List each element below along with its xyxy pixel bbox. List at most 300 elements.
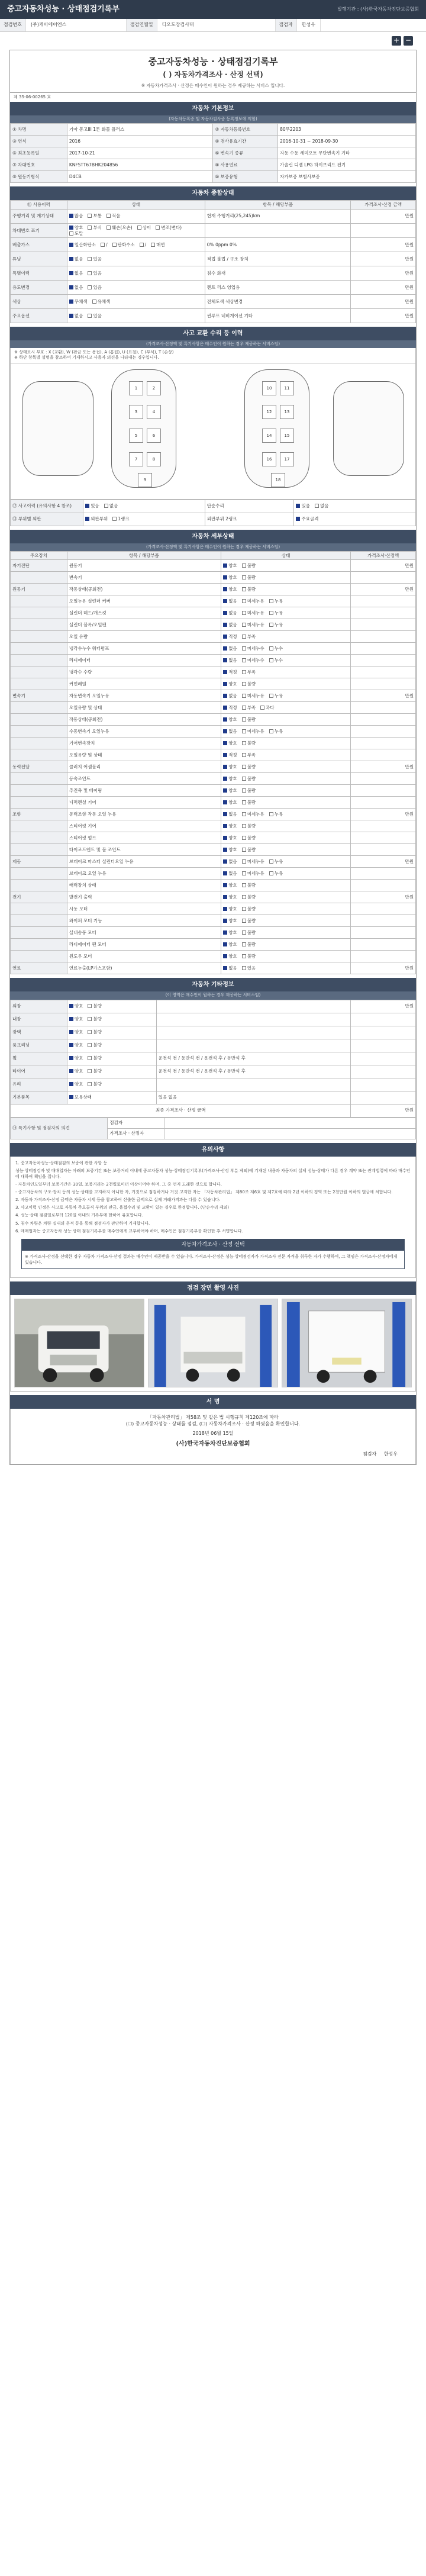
part-cell[interactable]: 15 <box>280 429 294 443</box>
accident-option[interactable] <box>104 503 118 509</box>
checkbox-icon[interactable] <box>223 635 227 639</box>
status-option[interactable] <box>223 800 237 806</box>
status-option[interactable] <box>223 906 237 912</box>
checkbox-icon[interactable] <box>242 777 246 781</box>
accident-option[interactable] <box>85 503 99 509</box>
status-option[interactable] <box>88 256 102 262</box>
status-option[interactable] <box>69 1042 83 1048</box>
status-option[interactable] <box>69 1068 83 1074</box>
status-option[interactable] <box>242 669 256 675</box>
part-label: 원동기 <box>67 560 221 572</box>
zoom-controls <box>0 32 426 50</box>
status-cell <box>67 1026 156 1039</box>
checkbox-icon[interactable] <box>137 226 141 230</box>
checkbox-icon[interactable] <box>260 706 264 710</box>
status-option[interactable] <box>112 242 135 248</box>
checkbox-icon[interactable] <box>223 729 227 733</box>
checkbox-icon[interactable] <box>242 871 246 875</box>
status-option[interactable] <box>69 299 88 305</box>
status-cell <box>221 773 351 785</box>
checkbox-icon[interactable] <box>242 729 246 733</box>
status-option[interactable] <box>69 271 83 276</box>
checkbox-icon[interactable] <box>101 243 105 247</box>
zoom-in-icon[interactable]: + <box>392 36 401 46</box>
checkbox-icon[interactable] <box>223 800 227 804</box>
status-option[interactable] <box>223 658 237 664</box>
status-cell <box>221 761 351 773</box>
checkbox-icon[interactable] <box>242 599 246 603</box>
status-option[interactable] <box>242 847 256 853</box>
status-option[interactable] <box>223 646 237 652</box>
status-option[interactable] <box>69 256 83 262</box>
checkbox-icon[interactable] <box>88 1043 92 1047</box>
checkbox-icon[interactable] <box>242 623 246 627</box>
other-label: 광택 <box>11 1026 67 1039</box>
status-option[interactable] <box>69 225 83 231</box>
checkbox-icon[interactable] <box>242 635 246 639</box>
status-option[interactable] <box>242 634 256 640</box>
part-cell[interactable]: 17 <box>280 452 294 466</box>
status-option[interactable] <box>223 634 237 640</box>
checkbox-icon[interactable] <box>242 788 246 793</box>
status-option[interactable] <box>88 285 102 291</box>
status-option[interactable] <box>269 729 283 735</box>
accident-option[interactable] <box>296 516 318 522</box>
status-option[interactable] <box>242 693 264 699</box>
checkbox-icon[interactable] <box>242 836 246 840</box>
checkbox-icon[interactable] <box>106 214 111 218</box>
checkbox-icon[interactable] <box>69 300 73 304</box>
checkbox-icon[interactable] <box>296 517 300 521</box>
status-option[interactable] <box>242 729 264 735</box>
checkbox-icon[interactable] <box>69 214 73 218</box>
status-option[interactable] <box>88 1029 102 1035</box>
checkbox-icon[interactable] <box>315 504 319 508</box>
status-option[interactable] <box>156 225 182 231</box>
status-option[interactable] <box>242 598 264 604</box>
checkbox-icon[interactable] <box>242 587 246 591</box>
checkbox-icon[interactable] <box>269 694 273 698</box>
checkbox-icon[interactable] <box>223 942 227 946</box>
checkbox-icon[interactable] <box>242 942 246 946</box>
checkbox-icon[interactable] <box>69 1069 73 1073</box>
device-label: 연료 <box>11 962 67 974</box>
checkbox-icon[interactable] <box>242 954 246 958</box>
checkbox-icon[interactable] <box>106 226 111 230</box>
status-option[interactable] <box>242 823 256 829</box>
checkbox-icon[interactable] <box>223 848 227 852</box>
status-option[interactable] <box>269 693 283 699</box>
status-cell <box>221 584 351 595</box>
status-option[interactable] <box>69 1055 83 1061</box>
checkbox-icon[interactable] <box>92 300 96 304</box>
status-option[interactable] <box>106 225 133 231</box>
part-cell[interactable]: 14 <box>262 429 276 443</box>
status-option[interactable] <box>242 954 256 959</box>
checkbox-icon[interactable] <box>69 1082 73 1086</box>
status-option[interactable] <box>223 883 237 888</box>
checkbox-icon[interactable] <box>269 871 273 875</box>
checkbox-icon[interactable] <box>223 954 227 958</box>
checkbox-icon[interactable] <box>223 919 227 923</box>
checkbox-icon[interactable] <box>223 777 227 781</box>
status-option[interactable] <box>269 871 283 877</box>
part-cell[interactable]: 5 <box>129 429 143 443</box>
status-option[interactable] <box>88 313 102 319</box>
checkbox-icon[interactable] <box>242 564 246 568</box>
part-cell[interactable]: 4 <box>147 405 161 419</box>
status-option[interactable] <box>69 213 83 219</box>
option-label: 양호 <box>228 788 237 794</box>
checkbox-icon[interactable] <box>242 824 246 828</box>
checkbox-icon[interactable] <box>223 871 227 875</box>
status-option[interactable] <box>242 658 264 664</box>
checkbox-icon[interactable] <box>223 824 227 828</box>
checkbox-icon[interactable] <box>242 765 246 769</box>
option-label: 양호 <box>228 587 237 593</box>
checkbox-icon[interactable] <box>223 623 227 627</box>
status-option[interactable] <box>242 835 256 841</box>
status-option[interactable] <box>223 776 237 782</box>
status-option[interactable] <box>88 213 102 219</box>
status-option[interactable] <box>223 942 237 948</box>
checkbox-icon[interactable] <box>242 611 246 615</box>
status-option[interactable] <box>69 1016 83 1022</box>
checkbox-icon[interactable] <box>242 848 246 852</box>
accident-option[interactable] <box>296 503 310 509</box>
status-option[interactable] <box>69 1003 83 1009</box>
device-label <box>11 726 67 738</box>
status-option[interactable] <box>88 225 102 231</box>
status-option[interactable] <box>92 299 111 305</box>
status-option[interactable] <box>223 693 237 699</box>
checkbox-icon[interactable] <box>269 623 273 627</box>
checkbox-icon[interactable] <box>69 1004 73 1008</box>
checkbox-icon[interactable] <box>88 214 92 218</box>
checkbox-icon[interactable] <box>296 504 300 508</box>
checkbox-icon[interactable] <box>156 226 160 230</box>
status-option[interactable] <box>269 622 283 628</box>
checkbox-icon[interactable] <box>242 919 246 923</box>
checkbox-icon[interactable] <box>69 257 73 261</box>
status-option[interactable] <box>242 894 256 900</box>
status-option[interactable] <box>223 717 237 723</box>
checkbox-icon[interactable] <box>223 883 227 887</box>
status-option[interactable] <box>223 622 237 628</box>
checkbox-icon[interactable] <box>223 753 227 757</box>
status-option[interactable] <box>223 788 237 794</box>
checkbox-icon[interactable] <box>104 504 108 508</box>
checkbox-icon[interactable] <box>242 859 246 864</box>
checkbox-icon[interactable] <box>69 285 73 289</box>
status-option[interactable] <box>242 859 264 865</box>
status-option[interactable] <box>242 681 256 687</box>
checkbox-icon[interactable] <box>242 682 246 686</box>
part-cell[interactable]: 16 <box>262 452 276 466</box>
checkbox-icon[interactable] <box>242 895 246 899</box>
status-option[interactable] <box>269 610 283 616</box>
checkbox-icon[interactable] <box>269 859 273 864</box>
checkbox-icon[interactable] <box>223 765 227 769</box>
status-option[interactable] <box>223 752 237 758</box>
checkbox-icon[interactable] <box>223 575 227 579</box>
checkbox-icon[interactable] <box>88 257 92 261</box>
status-option[interactable] <box>101 242 108 248</box>
checkbox-icon[interactable] <box>69 1056 73 1060</box>
accident-option[interactable] <box>112 516 129 522</box>
status-option[interactable] <box>223 705 237 711</box>
checkbox-icon[interactable] <box>223 587 227 591</box>
status-option[interactable] <box>242 587 256 593</box>
checkbox-icon[interactable] <box>242 741 246 745</box>
checkbox-icon[interactable] <box>88 1056 92 1060</box>
checkbox-icon[interactable] <box>88 1030 92 1034</box>
sign-line-2: (☐) 중고자동차성능 · 상태를 점검, (☐) 자동차가격조사 · 산정 하였음을 확인합니다. <box>125 1421 301 1427</box>
part-cell[interactable]: 12 <box>262 405 276 419</box>
status-option[interactable] <box>223 812 237 817</box>
status-option[interactable] <box>223 871 237 877</box>
checkbox-icon[interactable] <box>269 646 273 651</box>
status-option[interactable] <box>269 812 283 817</box>
status-option[interactable] <box>223 587 237 593</box>
checkbox-icon[interactable] <box>140 243 144 247</box>
part-label: 동력조향 작동 오일 누유 <box>67 809 221 820</box>
special-notes-input-1[interactable] <box>164 1118 416 1128</box>
checkbox-icon[interactable] <box>269 729 273 733</box>
option-label: 없음 <box>74 284 83 290</box>
status-option[interactable] <box>242 764 256 770</box>
status-option[interactable] <box>223 894 237 900</box>
checkbox-icon[interactable] <box>223 646 227 651</box>
checkbox-icon[interactable] <box>69 226 73 230</box>
status-option[interactable] <box>223 764 237 770</box>
accident-option[interactable] <box>315 503 329 509</box>
checkbox-icon[interactable] <box>88 1004 92 1008</box>
part-cell[interactable]: 10 <box>262 381 276 395</box>
status-option[interactable] <box>242 965 256 971</box>
part-cell[interactable]: 13 <box>280 405 294 419</box>
status-option[interactable] <box>269 658 283 664</box>
status-option[interactable] <box>242 812 264 817</box>
status-option[interactable] <box>242 717 256 723</box>
status-option[interactable] <box>242 906 256 912</box>
status-option[interactable] <box>269 859 283 865</box>
status-option[interactable] <box>88 1042 102 1048</box>
checkbox-icon[interactable] <box>242 670 246 674</box>
status-option[interactable] <box>260 705 275 711</box>
checkbox-icon[interactable] <box>69 1095 73 1099</box>
status-option[interactable] <box>69 285 83 291</box>
checkbox-icon[interactable] <box>223 859 227 864</box>
status-option[interactable] <box>223 575 237 581</box>
checkbox-icon[interactable] <box>242 694 246 698</box>
status-option[interactable] <box>223 729 237 735</box>
status-option[interactable] <box>88 1016 102 1022</box>
status-option[interactable] <box>223 954 237 959</box>
status-option[interactable] <box>140 242 147 248</box>
status-option[interactable] <box>223 918 237 924</box>
status-option[interactable] <box>242 646 264 652</box>
checkbox-icon[interactable] <box>112 243 117 247</box>
checkbox-icon[interactable] <box>242 706 246 710</box>
option-label: 미세누수 <box>247 646 264 652</box>
checkbox-icon[interactable] <box>85 504 89 508</box>
checkbox-icon[interactable] <box>223 907 227 911</box>
checkbox-icon[interactable] <box>223 670 227 674</box>
checkbox-icon[interactable] <box>269 812 273 816</box>
checkbox-icon[interactable] <box>223 564 227 568</box>
status-option[interactable] <box>223 847 237 853</box>
notes-box <box>10 1157 416 1279</box>
status-option[interactable] <box>242 622 264 628</box>
checkbox-icon[interactable] <box>85 517 89 521</box>
checkbox-icon[interactable] <box>112 517 117 521</box>
status-option[interactable] <box>88 1055 102 1061</box>
part-cell[interactable]: 2 <box>147 381 161 395</box>
status-option[interactable] <box>69 1081 83 1087</box>
checkbox-icon[interactable] <box>242 575 246 579</box>
zoom-out-icon[interactable]: − <box>404 36 413 46</box>
checkbox-icon[interactable] <box>223 930 227 935</box>
status-option[interactable] <box>223 930 237 936</box>
option-label: 불량 <box>247 717 256 723</box>
status-option[interactable] <box>242 705 256 711</box>
checkbox-icon[interactable] <box>242 966 246 970</box>
status-option[interactable] <box>69 1029 83 1035</box>
status-option[interactable] <box>269 646 283 652</box>
status-option[interactable] <box>223 965 237 971</box>
part-cell[interactable]: 1 <box>129 381 143 395</box>
checkbox-icon[interactable] <box>242 646 246 651</box>
status-option[interactable] <box>106 213 121 219</box>
device-label: 제동 <box>11 856 67 868</box>
part-label: 라디에이터 <box>67 655 221 666</box>
row-label: 튜닝 <box>11 252 67 266</box>
part-cell[interactable]: 8 <box>147 452 161 466</box>
part-cell[interactable]: 6 <box>147 429 161 443</box>
checkbox-icon[interactable] <box>242 658 246 662</box>
status-option[interactable] <box>69 313 83 319</box>
checkbox-icon[interactable] <box>223 658 227 662</box>
checkbox-icon[interactable] <box>269 611 273 615</box>
status-option[interactable] <box>223 610 237 616</box>
checkbox-icon[interactable] <box>223 706 227 710</box>
checkbox-icon[interactable] <box>223 694 227 698</box>
status-option[interactable] <box>223 598 237 604</box>
checkbox-icon[interactable] <box>242 717 246 722</box>
checkbox-icon[interactable] <box>69 271 73 275</box>
checkbox-icon[interactable] <box>223 895 227 899</box>
part-cell[interactable]: 9 <box>138 473 152 487</box>
accident-option[interactable] <box>85 516 108 522</box>
checkbox-icon[interactable] <box>242 907 246 911</box>
status-option[interactable] <box>223 859 237 865</box>
status-option[interactable] <box>242 752 256 758</box>
status-option[interactable] <box>242 740 256 746</box>
status-option[interactable] <box>223 835 237 841</box>
checkbox-icon[interactable] <box>69 231 73 236</box>
status-option[interactable] <box>223 563 237 569</box>
status-option[interactable] <box>69 242 96 248</box>
checkbox-icon[interactable] <box>223 966 227 970</box>
status-option[interactable] <box>151 242 165 248</box>
part-cell[interactable]: 3 <box>129 405 143 419</box>
accident-subtitle: (가격조사·산정액 및 특기사항은 매수인이 원하는 경우 제공하는 서비스임) <box>10 340 416 348</box>
status-option[interactable] <box>242 563 256 569</box>
checkbox-icon[interactable] <box>242 812 246 816</box>
legend-line-2: ※ 하단 항목별 설명을 참조하여 기재하시고 사용자 의견을 나타내는 경우입니다. <box>14 355 159 360</box>
checkbox-icon[interactable] <box>242 800 246 804</box>
status-option[interactable] <box>242 575 256 581</box>
checkbox-icon[interactable] <box>223 812 227 816</box>
status-option[interactable] <box>88 1068 102 1074</box>
checkbox-icon[interactable] <box>88 1069 92 1073</box>
part-cell[interactable]: 18 <box>271 473 285 487</box>
status-option[interactable] <box>137 225 151 231</box>
status-option[interactable] <box>69 1094 92 1100</box>
status-option[interactable] <box>269 598 283 604</box>
checkbox-icon[interactable] <box>69 314 73 318</box>
checkbox-icon[interactable] <box>242 930 246 935</box>
status-option[interactable] <box>242 918 256 924</box>
part-cell[interactable]: 7 <box>129 452 143 466</box>
checkbox-icon[interactable] <box>69 1043 73 1047</box>
checkbox-icon[interactable] <box>223 611 227 615</box>
status-option[interactable] <box>223 740 237 746</box>
checkbox-icon[interactable] <box>88 271 92 275</box>
status-option[interactable] <box>242 610 264 616</box>
checkbox-icon[interactable] <box>88 1017 92 1021</box>
special-notes-input-2[interactable] <box>164 1128 416 1139</box>
checkbox-icon[interactable] <box>223 682 227 686</box>
status-option[interactable] <box>223 669 237 675</box>
status-option[interactable] <box>223 823 237 829</box>
option-label: 불량 <box>247 906 256 912</box>
status-option[interactable] <box>242 788 256 794</box>
status-option[interactable] <box>242 800 256 806</box>
checkbox-icon[interactable] <box>269 658 273 662</box>
checkbox-icon[interactable] <box>223 599 227 603</box>
checkbox-icon[interactable] <box>223 836 227 840</box>
checkbox-icon[interactable] <box>69 1017 73 1021</box>
checkbox-icon[interactable] <box>88 226 92 230</box>
part-cell[interactable]: 11 <box>280 381 294 395</box>
checkbox-icon[interactable] <box>151 243 155 247</box>
status-option[interactable] <box>223 681 237 687</box>
status-option[interactable] <box>69 231 83 237</box>
status-option[interactable] <box>88 1081 102 1087</box>
checkbox-icon[interactable] <box>242 883 246 887</box>
checkbox-icon[interactable] <box>69 243 73 247</box>
checkbox-icon[interactable] <box>269 599 273 603</box>
checkbox-icon[interactable] <box>223 717 227 722</box>
status-option[interactable] <box>242 871 264 877</box>
status-option[interactable] <box>242 942 256 948</box>
status-option[interactable] <box>88 1003 102 1009</box>
checkbox-icon[interactable] <box>88 1082 92 1086</box>
status-option[interactable] <box>242 883 256 888</box>
checkbox-icon[interactable] <box>223 788 227 793</box>
checkbox-icon[interactable] <box>223 741 227 745</box>
checkbox-icon[interactable] <box>69 1030 73 1034</box>
checkbox-icon[interactable] <box>88 314 92 318</box>
status-option[interactable] <box>88 271 102 276</box>
checkbox-icon[interactable] <box>88 285 92 289</box>
checkbox-icon[interactable] <box>242 753 246 757</box>
status-option[interactable] <box>242 930 256 936</box>
option-label: 있음 <box>93 256 102 262</box>
status-option[interactable] <box>242 776 256 782</box>
